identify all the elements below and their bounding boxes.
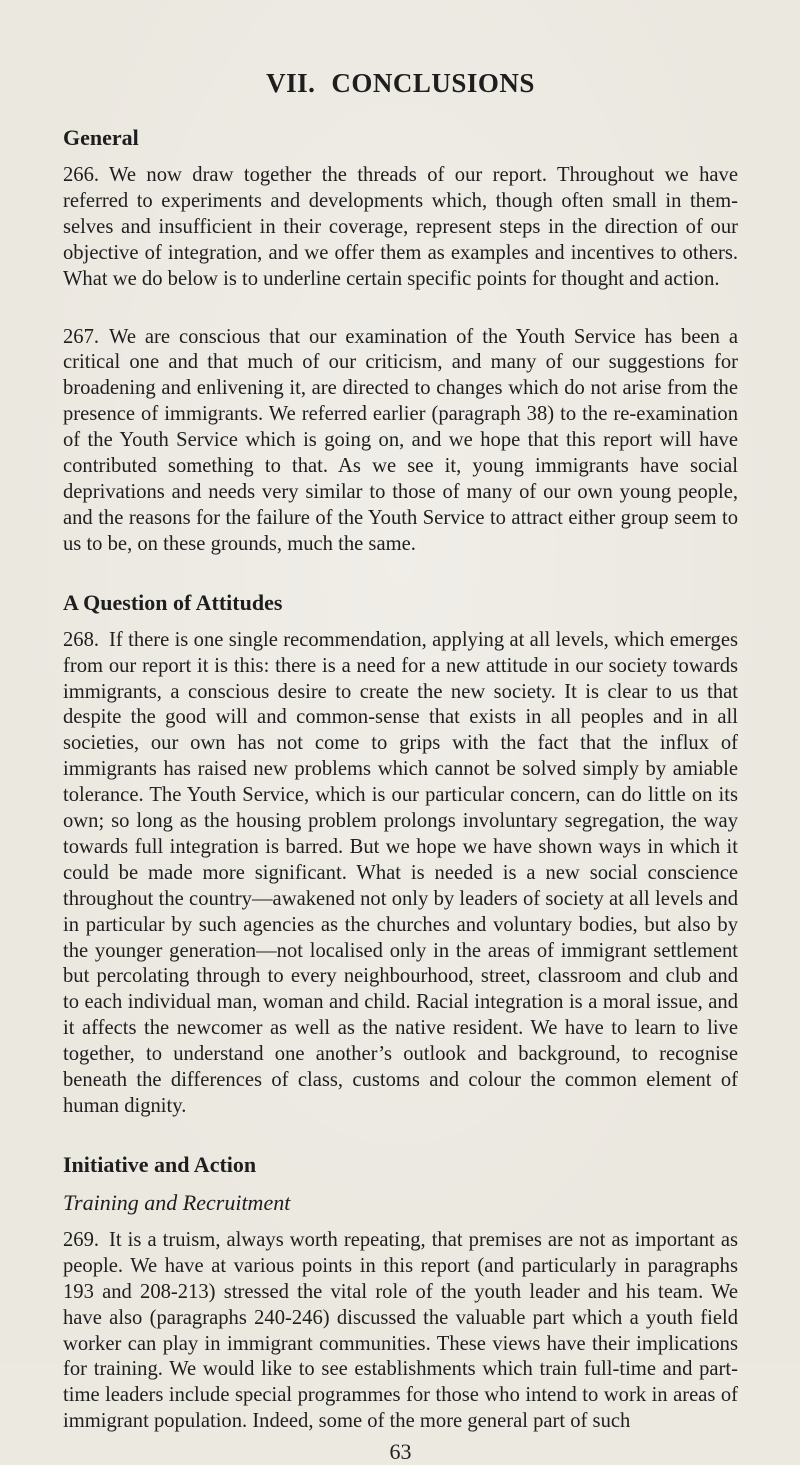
subheading-training: Training and Recruitment: [63, 1189, 291, 1215]
paragraph-number: 268.: [63, 628, 100, 651]
paragraph-266: [63, 163, 738, 293]
paragraph-number: 269.: [63, 1228, 100, 1251]
paragraph-text: If there is one single recommendation, applying at all levels, which emerges from our report it is this: there is a need for a new attitude in our society towards immigrants, a conscious desire to create the new society. It is clear to us that despite the good will and common-sense that exists in all peoples and in all societies, our own has not come to grips with the fact that the influx of immigrants has raised new problems which cannot be solved simply by amiable tolerance. The Youth Service, which is our particular concern, can do little on its own; so long as the housing problem prolongs involuntary segregation, the way towards full integration is barred. But we hope we have shown ways in which it could be made more significant. What is needed is a new social conscience throughout the country—awakened not only by leaders of society at all levels and in particular by such agencies as the churches and voluntary bodies, but also by the younger generation—not localised only in the areas of immigrant settlement but percolating through to every neighbourhood, street, classroom and club and to each individual man, woman and child. Racial integration is a moral issue, and it affects the newcomer as well as the native resident. We have to learn to live together, to understand one another’s outlook and background, to recognise beneath the differences of class, customs and colour the common element of human dignity.: [63, 628, 738, 1117]
chapter-number: VII.: [266, 68, 316, 98]
paragraph-text: We are conscious that our examination of the Youth Service has been a critical one and that much of our criticism, and many of our suggestions for broadening and enlivening it, are directed to changes which do not arise from the presence of immigrants. We referred earlier (paragraph 38) to the re-examination of the Youth Service which is going on, and we hope that this report will have contributed something to that. As we see it, young immigrants have social deprivations and needs very similar to those of many of our own young people, and the reasons for the failure of the Youth Service to attract either group seem to us to be, on these grounds, much the same.: [63, 325, 738, 555]
paragraph-text: We now draw together the threads of our report. Throughout we have referred to experiments and developments which, though often small in themselves and insufficient in their coverage, represent steps in the direction of our objective of integration, and we offer them as examples and incentives to others. What we do below is to underline certain specific points for thought and action.: [63, 164, 738, 290]
chapter-title: [63, 68, 738, 99]
paragraph-267: [63, 325, 738, 558]
paragraph-number: 267.: [63, 325, 100, 348]
paragraph-269: [63, 1228, 738, 1435]
section-heading-initiative: Initiative and Action: [63, 1151, 257, 1177]
paragraph-number: 266.: [63, 164, 100, 186]
chapter-title-text: CONCLUSIONS: [331, 68, 535, 98]
section-heading-general: General: [63, 125, 139, 150]
page-number: 63: [389, 1439, 412, 1465]
paragraph-text: It is a truism, always worth repeating, that premises are not as important as people. We have at various points in this report (and particularly in paragraphs 193 and 208-213) stressed the vital role of the youth leader and his team. We have also (paragraphs 240-246) discussed the valuable part which a youth field worker can play in immigrant communities. These views have their implications for training. We would like to see establishments which train full-time and part-time leaders include special programmes for those who intend to work in areas of immigrant population. Indeed, some of the more general part of such: [63, 1228, 738, 1433]
paragraph-268: [63, 628, 738, 1120]
section-heading-attitudes: A Question of Attitudes: [63, 589, 283, 615]
